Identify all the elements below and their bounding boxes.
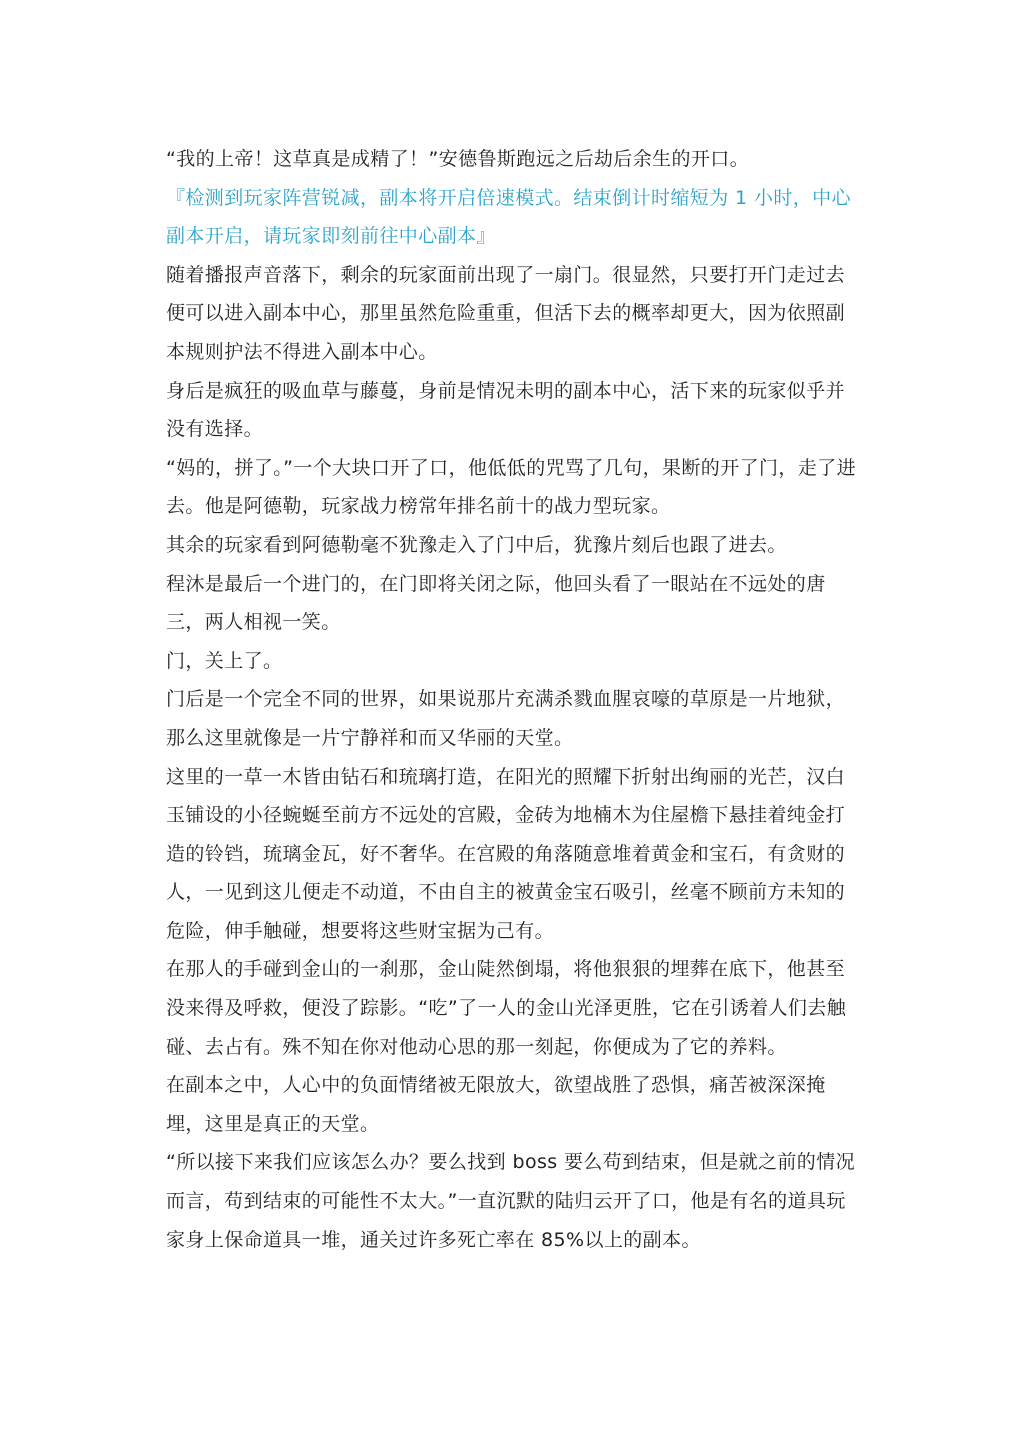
paragraph: 其余的玩家看到阿德勒毫不犹豫走入了门中后，犹豫片刻后也跟了进去。 [166,533,787,556]
paragraph: 程沐是最后一个进门的，在门即将关闭之际，他回头看了一眼站在不远处的唐三，两人相视一笑。 [166,572,826,634]
paragraph: 门，关上了。 [166,649,283,672]
paragraph: “所以接下来我们应该怎么办？要么找到 boss 要么苟到结束，但是就之前的情况而言，苟到结束的可能性不太大。”一直沉默的陆归云开了口，他是有名的道具玩家身上保命道具一堆，通关过许多死亡率在 85%以上的副本。 [166,1151,856,1251]
paragraph: “我的上帝！这草真是成精了！”安德鲁斯跑远之后劫后余生的开口。 [166,148,750,170]
paragraph: 身后是疯狂的吸血草与藤蔓，身前是情况未明的副本中心，活下来的玩家似乎并没有选择。 [166,379,846,441]
paragraph: 在副本之中，人心中的负面情绪被无限放大，欲望战胜了恐惧，痛苦被深深掩埋，这里是真正的天堂。 [166,1074,826,1135]
document-body [166,140,862,1259]
paragraph: “妈的，拼了。”一个大块口开了口，他低低的咒骂了几句，果断的开了门，走了进去。他是阿德勒，玩家战力榜常年排名前十的战力型玩家。 [166,456,856,518]
system-announcement-paragraph: 『检测到玩家阵营锐减，副本将开启倍速模式。结束倒计时缩短为 1 小时，中心副本开启，请玩家即刻前往中心副本』 [166,186,851,248]
paragraph: 门后是一个完全不同的世界，如果说那片充满杀戮血腥哀嚎的草原是一片地狱，那么这里就像是一片宁静祥和而又华丽的天堂。 [166,688,846,749]
paragraph: 这里的一草一木皆由钻石和琉璃打造，在阳光的照耀下折射出绚丽的光芒，汉白玉铺设的小径蜿蜒至前方不远处的宫殿，金砖为地楠木为住屋檐下悬挂着纯金打造的铃铛，琉璃金瓦，好不奢华。在宫殿的角落随意堆着黄金和宝石，有贪财的人，一见到这儿便走不动道，不由自主的被黄金宝石吸引，丝毫不顾前方未知的危险，伸手触碰，想要将这些财宝据为己有。 [166,765,846,942]
paragraph: 随着播报声音落下，剩余的玩家面前出现了一扇门。很显然，只要打开门走过去便可以进入副本中心，那里虽然危险重重，但活下去的概率却更大，因为依照副本规则护法不得进入副本中心。 [166,263,846,363]
paragraph: 在那人的手碰到金山的一刹那，金山陡然倒塌，将他狠狠的埋葬在底下，他甚至没来得及呼救，便没了踪影。“吃”了一人的金山光泽更胜，它在引诱着人们去触碰、去占有。殊不知在你对他动心思的那一刻起，你便成为了它的养料。 [166,958,847,1058]
